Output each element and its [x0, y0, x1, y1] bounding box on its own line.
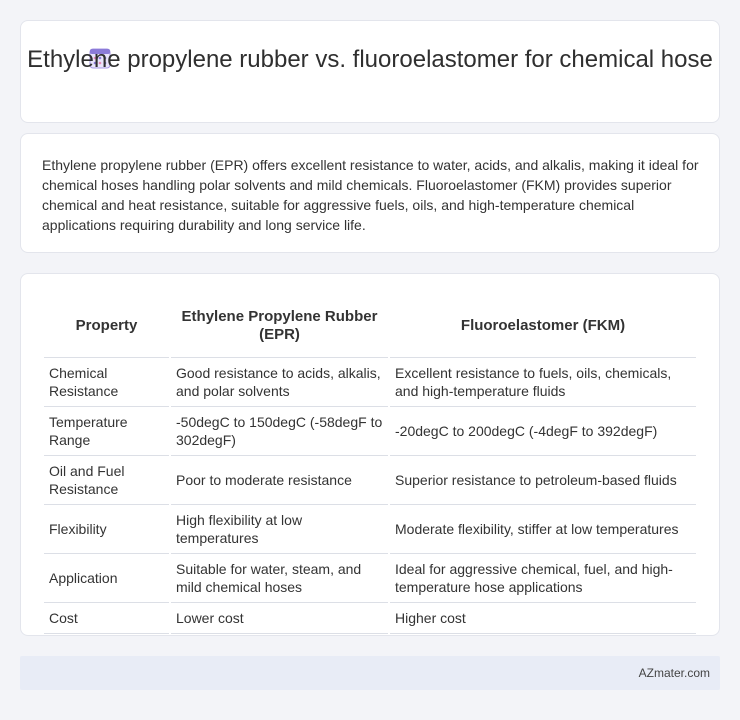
cell-fkm: Superior resistance to petroleum-based fluids: [390, 456, 696, 505]
summary-text: Ethylene propylene rubber (EPR) offers excellent resistance to water, acids, and alkalis, making it ideal for chemical hoses handling polar solvents and mild chemicals. Fluoroelastomer (FKM) provides superior chemical and heat resistance, suitable for aggressive fuels, oils, and high-temperature chemical applications requiring durability and long service life.: [42, 157, 699, 233]
comparison-card: [20, 273, 720, 636]
cell-epr: Poor to moderate resistance: [171, 456, 388, 505]
page-title: Ethylene propylene rubber vs. fluoroelastomer for chemical hose: [27, 46, 713, 73]
header-epr: Ethylene Propylene Rubber (EPR): [171, 295, 388, 358]
header-fkm: Fluoroelastomer (FKM): [390, 295, 696, 358]
cell-epr: -50degC to 150degC (-58degF to 302degF): [171, 407, 388, 456]
cell-epr: Good resistance to acids, alkalis, and polar solvents: [171, 358, 388, 407]
cell-property: Flexibility: [44, 505, 169, 554]
title-card: [20, 20, 720, 123]
cell-property: Oil and Fuel Resistance: [44, 456, 169, 505]
table-row: [44, 554, 696, 603]
cell-property: Chemical Resistance: [44, 358, 169, 407]
table-header-row: [44, 295, 696, 358]
summary-card: [20, 133, 720, 253]
cell-fkm: Moderate flexibility, stiffer at low temperatures: [390, 505, 696, 554]
cell-property: Cost: [44, 603, 169, 634]
cell-epr: Lower cost: [171, 603, 388, 634]
cell-property: Temperature Range: [44, 407, 169, 456]
table-row: [44, 407, 696, 456]
cell-epr: High flexibility at low temperatures: [171, 505, 388, 554]
cell-epr: Suitable for water, steam, and mild chemical hoses: [171, 554, 388, 603]
cell-property: Application: [44, 554, 169, 603]
table-row: [44, 456, 696, 505]
cell-fkm: Excellent resistance to fuels, oils, chemicals, and high-temperature fluids: [390, 358, 696, 407]
cell-fkm: Ideal for aggressive chemical, fuel, and high-temperature hose applications: [390, 554, 696, 603]
cell-fkm: Higher cost: [390, 603, 696, 634]
header-property: Property: [44, 295, 169, 358]
table-row: [44, 505, 696, 554]
table-row: [44, 603, 696, 634]
comparison-table: [42, 295, 698, 634]
table-row: [44, 358, 696, 407]
cell-fkm: -20degC to 200degC (-4degF to 392degF): [390, 407, 696, 456]
footer-brand[interactable]: AZmater.com: [638, 666, 710, 680]
footer: [20, 656, 720, 690]
